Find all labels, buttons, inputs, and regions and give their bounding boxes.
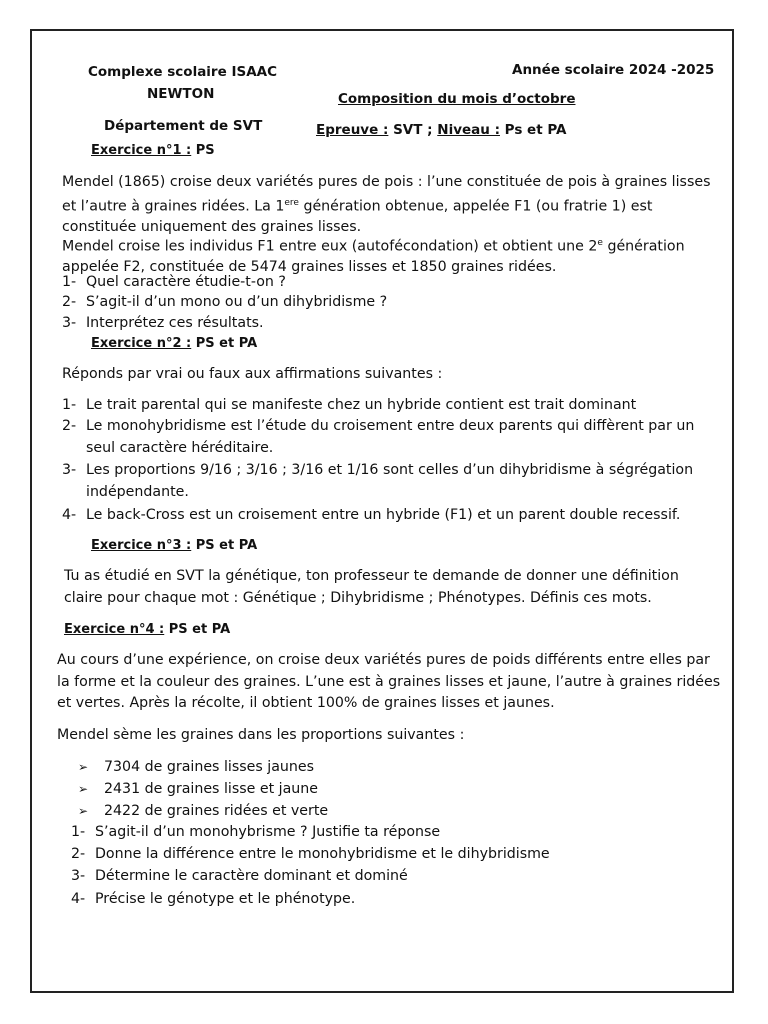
- question-number: 2-: [62, 294, 77, 310]
- item-text: Le trait parental qui se manifeste chez un hybride contient est trait dominant: [86, 397, 637, 413]
- ex1-paragraph1: [62, 172, 722, 237]
- ex2-item-4: [62, 507, 680, 523]
- ex1-title: [91, 143, 215, 158]
- bullet-text: 2431 de graines lisse et jaune: [104, 781, 319, 797]
- ex4-title: [64, 622, 230, 637]
- ex1-p1-text-a: Mendel (1865) croise deux variétés pures de pois : l’une constituée de pois à graines lisses et l’autre à graines ridées. La 1: [62, 174, 711, 215]
- arrow-bullet-icon: ➢: [78, 760, 89, 774]
- ex1-p2-text-b: génération appelée F2, constituée de 5474 graines lisses et 1850 graines ridées.: [62, 238, 685, 276]
- ex3-title-label: Exercice n°3 :: [91, 538, 192, 553]
- ex1-title-label: Exercice n°1 :: [91, 143, 192, 158]
- ex2-item-1: [62, 397, 636, 413]
- item-number: 3-: [62, 462, 77, 478]
- ex1-p2-sup: e: [597, 238, 603, 248]
- ex4-title-label: Exercice n°4 :: [64, 622, 165, 637]
- bullet-text: 7304 de graines lisses jaunes: [104, 759, 314, 775]
- ex1-p1-sup: ere: [284, 197, 299, 208]
- department: Département de SVT: [104, 118, 263, 134]
- ex1-paragraph2: [62, 233, 722, 278]
- bullet-text: 2422 de graines ridées et verte: [104, 803, 329, 819]
- ex2-title-label: Exercice n°2 :: [91, 336, 192, 351]
- ex4-p1-line3: et vertes. Après la récolte, il obtient 100% de graines lisses et jaunes.: [57, 695, 555, 711]
- question-number: 1-: [71, 824, 86, 840]
- item-text: Le back-Cross est un croisement entre un hybride (F1) et un parent double recessif.: [86, 507, 681, 523]
- question-number: 3-: [62, 315, 77, 331]
- ex1-p1-text-b: génération obtenue, appelée F1 (ou fratrie 1) est constituée uniquement des graines lisses.: [62, 198, 653, 235]
- question-text: Détermine le caractère dominant et dominé: [95, 868, 408, 884]
- ex4-p1-line1: Au cours d’une expérience, on croise deux variétés pures de poids différents entre elles par: [57, 652, 710, 668]
- niveau-label: Niveau :: [437, 122, 500, 138]
- ex3-text-line2: claire pour chaque mot : Génétique ; Dihybridisme ; Phénotypes. Définis ces mots.: [64, 590, 652, 606]
- item-number: 1-: [62, 397, 77, 413]
- ex2-item-2-cont: seul caractère héréditaire.: [86, 440, 274, 456]
- ex2-title: [91, 336, 257, 351]
- ex1-p2-text-a: Mendel croise les individus F1 entre eux (autofécondation) et obtient une 2: [62, 238, 598, 255]
- ex4-question-2: [71, 846, 550, 862]
- question-text: Interprétez ces résultats.: [86, 315, 264, 331]
- ex4-title-value: PS et PA: [164, 622, 231, 637]
- epreuve-label: Epreuve :: [316, 122, 389, 138]
- ex4-question-3: [71, 868, 408, 884]
- question-number: 4-: [71, 891, 86, 907]
- question-number: 3-: [71, 868, 86, 884]
- arrow-bullet-icon: ➢: [78, 804, 89, 818]
- question-text: S’agit-il d’un mono ou d’un dihybridisme ?: [86, 294, 388, 310]
- epreuve-line: [316, 122, 566, 138]
- ex1-question-2: [62, 294, 387, 310]
- ex4-p1-line2: la forme et la couleur des graines. L’une est à graines lisses et jaune, l’autre à graines ridées: [57, 674, 721, 690]
- ex2-item-2: [62, 418, 694, 434]
- ex2-title-value: PS et PA: [191, 336, 258, 351]
- ex2-item-3-cont: indépendante.: [86, 484, 189, 500]
- question-text: Quel caractère étudie-t-on ?: [86, 274, 286, 290]
- ex2-item-3: [62, 462, 693, 478]
- question-number: 1-: [62, 274, 77, 290]
- school-year: Année scolaire 2024 -2025: [512, 62, 715, 78]
- ex3-text-line1: Tu as étudié en SVT la génétique, ton professeur te demande de donner une définition: [64, 568, 679, 584]
- composition-title: Composition du mois d’octobre: [338, 91, 576, 107]
- question-text: Précise le génotype et le phénotype.: [95, 891, 356, 907]
- ex2-intro: Réponds par vrai ou faux aux affirmations suivantes :: [62, 366, 443, 382]
- ex1-question-1: [62, 274, 286, 290]
- ex4-question-1: [71, 824, 440, 840]
- ex4-bullet-2: [78, 781, 318, 797]
- niveau-value: Ps et PA: [499, 122, 567, 138]
- ex3-title-value: PS et PA: [191, 538, 258, 553]
- ex4-bullet-1: [78, 759, 314, 775]
- question-text: Donne la différence entre le monohybridisme et le dihybridisme: [95, 846, 550, 862]
- ex1-question-3: [62, 315, 264, 331]
- ex4-question-4: [71, 891, 355, 907]
- arrow-bullet-icon: ➢: [78, 782, 89, 796]
- ex1-title-value: PS: [191, 143, 215, 158]
- question-text: S’agit-il d’un monohybrisme ? Justifie ta réponse: [95, 824, 441, 840]
- school-name-line1: Complexe scolaire ISAAC: [88, 64, 277, 80]
- item-number: 4-: [62, 507, 77, 523]
- question-number: 2-: [71, 846, 86, 862]
- epreuve-value: SVT ;: [388, 122, 438, 138]
- item-number: 2-: [62, 418, 77, 434]
- ex4-bullet-3: [78, 803, 328, 819]
- item-text: Les proportions 9/16 ; 3/16 ; 3/16 et 1/16 sont celles d’un dihybridisme à ségrégation: [86, 462, 694, 478]
- ex4-p2: Mendel sème les graines dans les proportions suivantes :: [57, 727, 465, 743]
- school-name-line2: NEWTON: [147, 86, 215, 102]
- item-text: Le monohybridisme est l’étude du croisement entre deux parents qui diffèrent par un: [86, 418, 695, 434]
- ex3-title: [91, 538, 257, 553]
